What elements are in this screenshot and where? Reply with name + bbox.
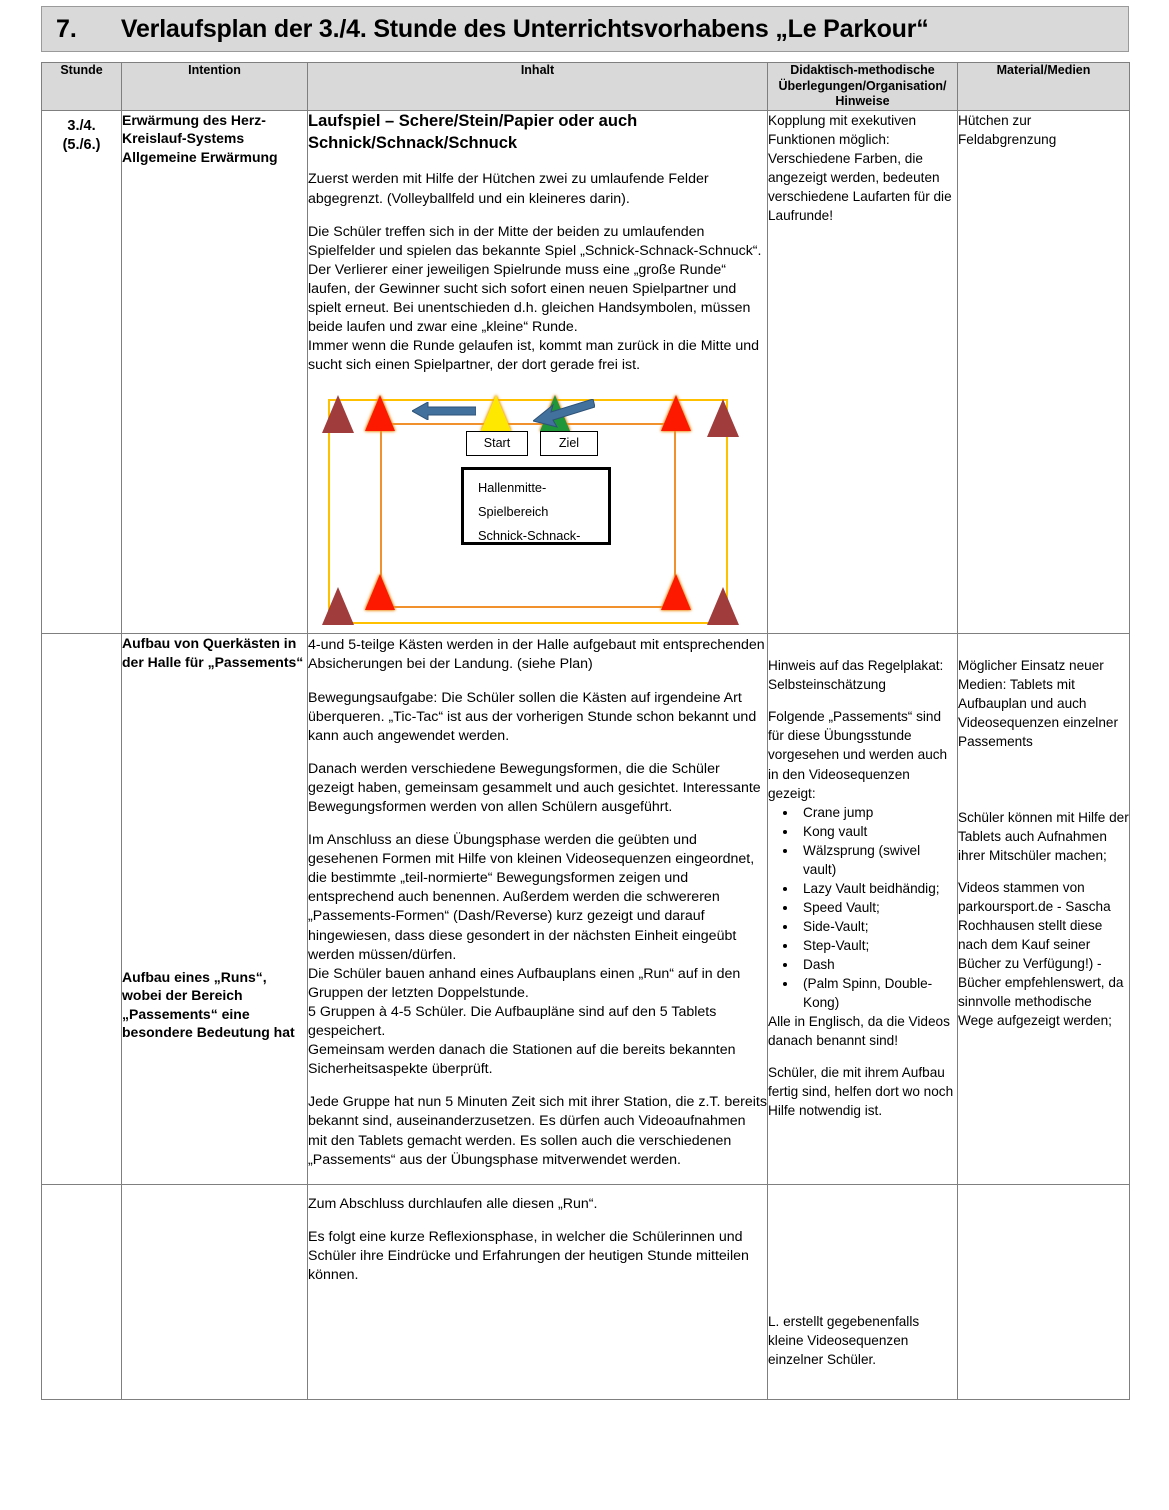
inhalt-paragraph: Zuerst werden mit Hilfe der Hütchen zwei zu umlaufende Felder abgegrenzt. (Volleyballfeld und ein kleineres darin).	[308, 171, 709, 207]
cell-stunde-row1	[42, 110, 122, 633]
lesson-plan-table	[41, 62, 1130, 1400]
cone-dark-bottom-right	[707, 587, 739, 625]
header-stunde: Stunde	[42, 63, 122, 111]
inhalt-paragraph: Es folgt eine kurze Reflexionsphase, in welcher die Schülerinnen und Schüler ihre Eindrücke und Erfahrungen der heutigen Stunde mitteilen können.	[308, 1228, 749, 1283]
table-header-row	[42, 63, 1130, 111]
material-paragraph: Videos stammen von parkoursport.de - Sascha Rochhausen stellt diese nach dem Kauf seiner Bücher zu Verfügung!) - Bücher empfehlenswert, da sinnvolle methodische Wege aufgezeigt werden;	[958, 879, 1124, 1028]
inhalt-paragraph: Im Anschluss an diese Übungsphase werden die geübten und gesehenen Formen mit Hilfe von kleinen Videosequenzen eingeordnet, die bestimmte „teil-normierte“ Bewegungsformen zeigen und entsprechend auch benennen. Außerdem werden die schwereren „Passements-Formen“ (Dash/Reverse) kurz gezeigt und darauf hingewiesen, dass diese gesondert in der nächsten Einheit eingeübt werden müssen/dürfen.	[308, 832, 755, 963]
list-item: • Side-Vault;	[798, 917, 957, 936]
intention-line-2: Allgemeine Erwärmung	[122, 149, 278, 166]
midbox-line-1: Hallenmitte-	[478, 480, 547, 496]
cell-inhalt-row3	[308, 1184, 768, 1399]
inhalt-paragraph: 4-und 5-teilge Kästen werden in der Halle aufgebaut mit entsprechenden Absicherungen bei der Landung. (siehe Plan)	[308, 637, 765, 673]
list-item: • Dash	[798, 955, 957, 974]
list-item: • Wälzsprung (swivel vault)	[798, 841, 957, 879]
center-area-label-box	[461, 467, 611, 545]
didaktisch-paragraph: Folgende „Passements“ sind für diese Übungsstunde vorgesehen und werden auch in den Videosequenzen gezeigt:	[768, 709, 948, 801]
header-material: Material/Medien	[958, 63, 1130, 111]
cone-red-top-right	[661, 395, 691, 431]
intention-line-1: Erwärmung des Herz-Kreislauf-Systems	[122, 111, 266, 147]
cone-dark-top-left	[322, 395, 354, 433]
intention-block-2: Aufbau eines „Runs“, wobei der Bereich „Passements“ eine besondere Bedeutung hat	[122, 968, 295, 1041]
list-item: • (Palm Spinn, Double-Kong)	[798, 974, 957, 1012]
cell-material-row2	[958, 634, 1130, 1184]
didaktisch-paragraph: Schüler, die mit ihrem Aufbau fertig sind, helfen dort wo noch Hilfe notwendig ist.	[768, 1064, 954, 1119]
header-inhalt: Inhalt	[308, 63, 768, 111]
cell-intention-row3	[122, 1184, 308, 1399]
section-number: 7.	[56, 14, 77, 43]
cell-intention-row2	[122, 634, 308, 1184]
cone-dark-bottom-left	[322, 587, 354, 625]
table-row	[42, 1184, 1130, 1399]
cell-didaktisch-row1	[768, 110, 958, 633]
cell-material-row3	[958, 1184, 1130, 1399]
inhalt-paragraph: Gemeinsam werden danach die Stationen auf die bereits bekannten Sicherheitsaspekte überprüft.	[308, 1042, 736, 1078]
cell-intention-row1	[122, 110, 308, 633]
playing-field-diagram	[318, 389, 746, 631]
inhalt-paragraph: Bewegungsaufgabe: Die Schüler sollen die Kästen auf irgendeine Art überqueren. „Tic-Tac“ ist aus der vorherigen Stunde schon bekannt und kann auch angewendet werden.	[308, 689, 757, 744]
material-text: Hütchen zur Feldabgrenzung	[958, 112, 1057, 147]
cone-dark-top-right	[707, 399, 739, 437]
list-item: • Speed Vault;	[798, 898, 957, 917]
didaktisch-text	[768, 656, 957, 1120]
cell-didaktisch-row2	[768, 634, 958, 1184]
didaktisch-paragraph: Hinweis auf das Regelplakat: Selbsteinschätzung	[768, 658, 944, 693]
midbox-line-2: Spielbereich	[478, 504, 549, 520]
cell-inhalt-row1	[308, 110, 768, 633]
stunde-line-1: 3./4.	[67, 117, 96, 134]
cell-didaktisch-row3	[768, 1184, 958, 1399]
didaktisch-text: Kopplung mit exekutiven Funktionen möglich: Verschiedene Farben, die angezeigt werden, bedeuten verschiedene Laufarten für die Laufrunde!	[768, 112, 952, 224]
stunde-line-2: (5./6.)	[62, 137, 101, 154]
list-item: • Crane jump	[798, 803, 957, 822]
inhalt-paragraph: Immer wenn die Runde gelaufen ist, kommt man zurück in die Mitte und sucht sich einen Spielpartner, der dort gerade frei ist.	[308, 338, 760, 374]
document-page	[41, 6, 1129, 1400]
cone-yellow-start	[481, 395, 511, 431]
table-row	[42, 110, 1130, 633]
table-row	[42, 634, 1130, 1184]
cell-material-row1	[958, 110, 1130, 633]
cone-red-top-left	[365, 395, 395, 431]
cell-stunde-row2	[42, 634, 122, 1184]
cone-red-bottom-right	[661, 574, 691, 610]
inhalt-paragraph: Die Schüler treffen sich in der Mitte der beiden zu umlaufenden Spielfelder und spielen das bekannte Spiel „Schnick-Schnack-Schnuck“. Der Verlierer einer jeweiligen Spielrunde muss eine „große Runde“ laufen, der Gewinner sucht sich sofort einen neuen Spielpartner und spielt erneut. Bei unentschieden d.h. gleichen Handsymbolen, müssen beide laufen und zwar eine „kleine“ Runde.	[308, 223, 762, 336]
inhalt-paragraph: 5 Gruppen à 4-5 Schüler. Die Aufbaupläne sind auf den 5 Tablets gespeichert.	[308, 1003, 717, 1040]
material-text	[958, 656, 1129, 1030]
inhalt-paragraph: Zum Abschluss durchlaufen alle diesen „Run“.	[308, 1195, 598, 1212]
list-item: • Step-Vault;	[798, 936, 957, 955]
list-item: • Lazy Vault beidhändig;	[798, 879, 957, 898]
inhalt-paragraph: Jede Gruppe hat nun 5 Minuten Zeit sich mit ihrer Station, die z.T. bereits bekannt sind, auseinanderzusetzen. Es dürfen auch Videoaufnahmen mit den Tablets gemacht werden. Es sollen auch die verschiedenen „Passements“ aus der Übungsphase mitverwendet werden.	[308, 1094, 767, 1168]
header-intention: Intention	[122, 63, 308, 111]
inhalt-paragraph: Danach werden verschiedene Bewegungsformen, die die Schüler gezeigt haben, gemeinsam gesammelt und auch gesichtet. Interessante Bewegungsformen werden von allen Schülern ausgeführt.	[308, 760, 761, 815]
cell-inhalt-row2	[308, 634, 768, 1184]
didaktisch-paragraph: Alle in Englisch, da die Videos danach benannt sind!	[768, 1013, 950, 1048]
start-label-box: Start	[466, 431, 528, 456]
header-didaktisch: Didaktisch-methodische Überlegungen/Organisation/ Hinweise	[768, 63, 958, 111]
material-paragraph: Möglicher Einsatz neuer Medien: Tablets mit Aufbauplan und auch Videosequenzen einzelner Passements	[958, 658, 1118, 750]
section-title-text: Verlaufsplan der 3./4. Stunde des Unterrichtsvorhabens „Le Parkour“	[120, 14, 929, 43]
material-paragraph: Schüler können mit Hilfe der Tablets auch Aufnahmen ihrer Mitschüler machen;	[958, 809, 1129, 863]
arrow-left-icon	[412, 402, 476, 420]
cone-red-bottom-left	[365, 574, 395, 610]
vault-list	[768, 803, 957, 1012]
inhalt-heading: Laufspiel – Schere/Stein/Papier oder auch Schnick/Schnack/Schnuck	[308, 111, 638, 152]
page-title	[41, 6, 1129, 52]
cell-stunde-row3	[42, 1184, 122, 1399]
ziel-label-box: Ziel	[540, 431, 598, 456]
inhalt-paragraph: Die Schüler bauen anhand eines Aufbauplans einen „Run“ auf in den Gruppen der letzten Doppelstunde.	[308, 965, 741, 1001]
arrow-diagonal-icon	[533, 399, 595, 433]
intention-block-1: Aufbau von Querkästen in der Halle für „Passements“	[122, 635, 304, 670]
list-item: • Kong vault	[798, 822, 957, 841]
didaktisch-text: L. erstellt gegebenenfalls kleine Videosequenzen einzelner Schüler.	[768, 1313, 920, 1367]
midbox-line-3: Schnick-Schnack-	[478, 527, 581, 543]
